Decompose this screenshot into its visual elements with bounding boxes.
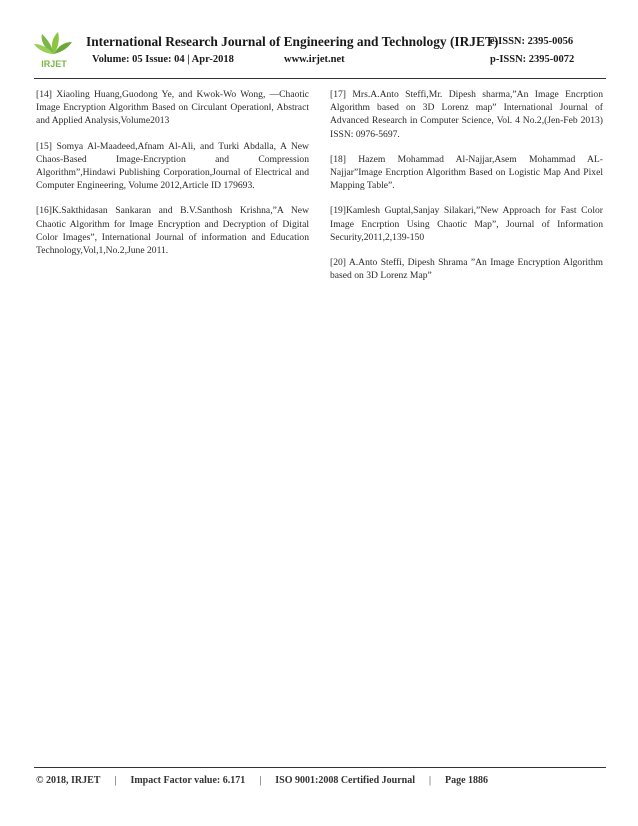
footer-iso: ISO 9001:2008 Certified Journal xyxy=(275,775,415,786)
reference-item: [19]Kamlesh Guptal,Sanjay Silakari,”New Approach for Fast Color Image Encrption Using Chaotic Map”, Journal of Information Security,2011,2,139-150 xyxy=(330,205,603,243)
reference-item: [18] Hazem Mohammad Al-Najjar,Asem Mohammad AL-Najjar”Image Encrption Algorithm Based on Logistic Map And Pixel Mapping Table”. xyxy=(330,153,603,192)
reference-item: [16]K.Sakthidasan Sankaran and B.V.Santhosh Krishna,”A New Chaotic Algorithm for Image Encryption and Decryption of Digital Color Images”, International Journal of information and Education Technology,Vol,1,No.2,June 2011. xyxy=(36,205,309,257)
footer-separator: | xyxy=(428,775,431,786)
reference-item: [20] A.Anto Steffi, Dipesh Shrama ”An Image Encryption Algorithm based on 3D Lorenz Map” xyxy=(330,257,603,282)
logo-text: IRJET xyxy=(41,59,67,69)
irjet-logo xyxy=(34,32,74,70)
eissn: e-ISSN: 2395-0056 xyxy=(490,36,574,47)
footer-copyright: © 2018, IRJET xyxy=(36,775,101,786)
references-left-column xyxy=(36,88,309,269)
page-footer xyxy=(36,775,606,786)
pissn: p-ISSN: 2395-0072 xyxy=(490,54,575,65)
references-right-column xyxy=(330,88,603,294)
footer-page-number: Page 1886 xyxy=(445,775,489,786)
reference-item: [17] Mrs.A.Anto Steffi,Mr. Dipesh sharma,”An Image Encrption Algorithm based on 3D Lorenz map” International Journal of Advanced Research in Computer Science, Vol. 4 No.2,(Jen-Feb 2013) ISSN: 0976-5697. xyxy=(330,89,603,140)
reference-item: [15] Somya Al-Maadeed,Afnam Al-Ali, and Turki Abdalla, A New Chaos-Based Image-Encryption and Compression Algorithm”,Hindawi Publishing Corporation,Journal of Electrical and Computer Engineering, Volume 2012,Article ID 179693. xyxy=(36,140,309,192)
footer-impact-factor: Impact Factor value: 6.171 xyxy=(130,775,246,786)
page-header xyxy=(34,30,606,76)
footer-separator: | xyxy=(259,775,262,786)
footer-separator: | xyxy=(114,775,117,786)
journal-title: International Research Journal of Engineering and Technology (IRJET) xyxy=(86,34,499,49)
header-divider xyxy=(34,78,606,79)
footer-divider xyxy=(34,767,606,768)
reference-item: [14] Xiaoling Huang,Guodong Ye, and Kwok-Wo Wong, ―Chaotic Image Encryption Algorithm Based on Circulant Operation‖, Abstract and Applied Analysis,Volume2013 xyxy=(36,89,309,127)
website-link[interactable]: www.irjet.net xyxy=(284,54,345,65)
issue-info: Volume: 05 Issue: 04 | Apr-2018 xyxy=(92,54,234,65)
